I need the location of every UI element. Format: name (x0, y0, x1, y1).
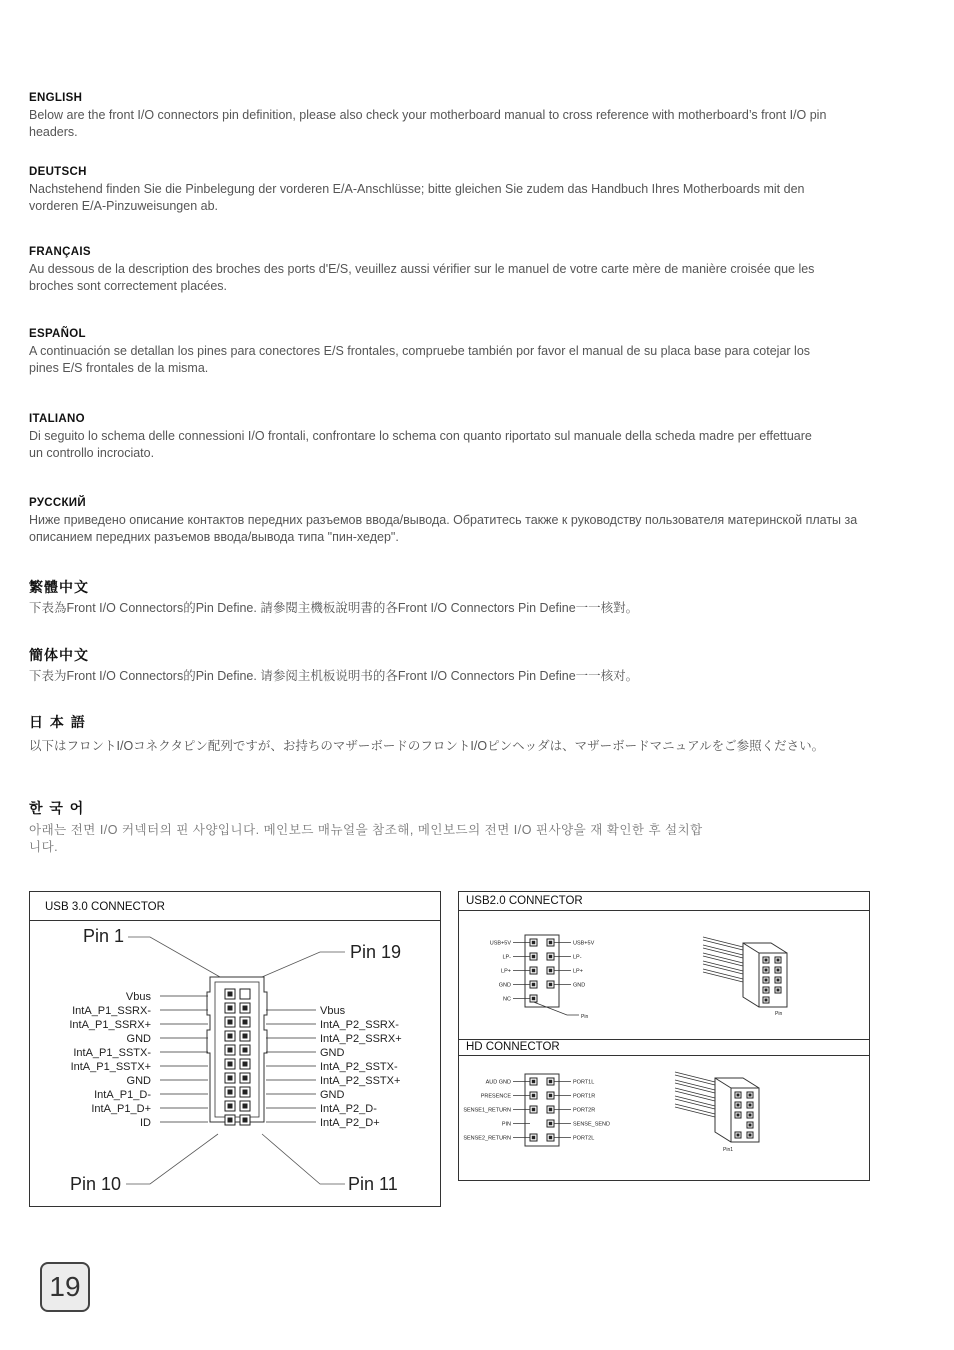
pin19-label: Pin 19 (350, 942, 402, 962)
section-heading: 簡体中文 (29, 648, 89, 664)
usb2-3d-hole (775, 987, 781, 993)
hd-header-right-label: SENSE_SEND (573, 1121, 610, 1128)
usb2-header-left-label: GND (498, 982, 511, 989)
usb2-header-left-label: LP- (502, 954, 511, 961)
section-body: 下表為Front I/O Connectors的Pin Define. 請參閱主機板說明書的各Front I/O Connectors Pin Define一一核對。 (29, 601, 639, 615)
section-body: Nachstehend finden Sie die Pinbelegung der vorderen E/A-Anschlüsse; bitte gleichen Sie zudem das Handbuch Ihres Motherboards mit den vorderen E/A-Pinzuweisungen ab. (29, 182, 805, 213)
usb3-pin (225, 1003, 235, 1013)
section-heading: DEUTSCH (29, 166, 87, 178)
usb2-header-pin (530, 995, 537, 1002)
usb3-right-label: Vbus (320, 1005, 346, 1017)
usb3-pin (225, 1115, 235, 1125)
usb2-3d-hole (763, 987, 769, 993)
usb3-left-label: GND (126, 1033, 151, 1045)
usb2-3d-hole (775, 977, 781, 983)
section-russian (29, 497, 879, 546)
hd-header-pins (463, 1074, 610, 1146)
hd-header-right-label: PORT2R (573, 1107, 596, 1114)
usb3-left-labels (69, 991, 208, 1129)
section-heading: 日 本 語 (29, 715, 86, 731)
usb3-pin (240, 1073, 250, 1083)
section-heading: ENGLISH (29, 92, 83, 104)
usb3-pin (225, 1059, 235, 1069)
usb2-header-pin (547, 953, 554, 960)
hd-header-left-label: PRESENCE (480, 1093, 511, 1100)
section-english (29, 92, 879, 141)
usb2-pin-label: Pin (581, 1014, 589, 1020)
hd-3d-hole (747, 1092, 753, 1098)
usb3-left-label: IntA_P1_SSTX- (73, 1047, 151, 1059)
usb2-header-pins (490, 935, 595, 1015)
hd-3d-hole (735, 1132, 741, 1138)
usb3-pin (225, 989, 235, 999)
usb3-right-label: GND (320, 1047, 345, 1059)
usb2-header-pin (530, 967, 537, 974)
hd-header-left-label: SENSE1_RETURN (463, 1107, 511, 1114)
section-heading: 繁體中文 (29, 580, 89, 596)
usb3-title: USB 3.0 CONNECTOR (45, 901, 165, 913)
section-italiano (29, 413, 879, 462)
usb2-header-pin (530, 939, 537, 946)
hd-3d-hole (747, 1102, 753, 1108)
usb2-header-right-label: LP- (573, 954, 582, 961)
section-body: 아래는 전면 I/O 커넥터의 핀 사양입니다. 메인보드 매뉴얼을 참조해, 메인보드의 전면 I/O 핀사양을 재 확인한 후 설치합니다. (29, 823, 703, 854)
usb3-pin (225, 1031, 235, 1041)
section-heading: РУССКИЙ (29, 497, 86, 509)
hd-3d-hole (735, 1112, 741, 1118)
usb2-3d-pin-label: Pin (775, 1011, 783, 1017)
usb3-pin (240, 1059, 250, 1069)
usb2-3d-connector (703, 937, 787, 1007)
usb3-right-label: IntA_P2_D+ (320, 1117, 380, 1129)
section-simplified-chinese (29, 645, 879, 685)
usb3-left-label: ID (140, 1117, 151, 1129)
usb3-left-label: IntA_P1_SSRX- (72, 1005, 151, 1017)
usb3-pin-empty (240, 989, 250, 999)
usb2-header-left-label: USB+5V (489, 940, 511, 947)
usb3-right-label: IntA_P2_D- (320, 1103, 377, 1115)
usb2-header-right-label: GND (573, 982, 586, 989)
hd-header-pin (530, 1092, 537, 1099)
usb2-3d-hole (775, 957, 781, 963)
hd-header-left-label: SENSE2_RETURN (463, 1135, 511, 1142)
usb3-pin (240, 1115, 250, 1125)
usb3-pin-array (225, 989, 250, 1125)
usb3-left-label: IntA_P1_SSTX+ (70, 1061, 151, 1073)
pin10-label: Pin 10 (70, 1174, 122, 1194)
section-deutsch (29, 166, 879, 215)
usb3-left-label: IntA_P1_D- (94, 1089, 151, 1101)
usb3-left-label: GND (126, 1075, 151, 1087)
usb3-pin (240, 1087, 250, 1097)
hd-header-pin (547, 1092, 554, 1099)
section-body: 下表为Front I/O Connectors的Pin Define. 请参阅主机板说明书的各Front I/O Connectors Pin Define一一核对。 (29, 669, 639, 683)
usb3-left-label: Vbus (125, 991, 151, 1003)
usb3-left-label: IntA_P1_D+ (91, 1103, 151, 1115)
usb2-header-left-label: LP+ (501, 968, 511, 975)
hd-pinout (459, 1056, 869, 1180)
hd-header-pin (530, 1078, 537, 1085)
usb3-pin (225, 1073, 235, 1083)
usb2-3d-hole (775, 967, 781, 973)
section-espanol (29, 328, 879, 377)
usb2-header-pin (530, 981, 537, 988)
usb2-header-pin (547, 967, 554, 974)
usb3-pinout (30, 922, 440, 1206)
hd-3d-hole (747, 1132, 753, 1138)
hd-title: HD CONNECTOR (466, 1041, 560, 1053)
usb2-hd-connector-diagram (458, 891, 870, 1181)
hd-3d-hole (747, 1122, 753, 1128)
usb3-pin (225, 1101, 235, 1111)
usb3-pin (240, 1031, 250, 1041)
section-traditional-chinese (29, 577, 879, 617)
hd-3d-hole (747, 1112, 753, 1118)
usb2-3d-hole (763, 977, 769, 983)
section-body: 以下はフロントI/Oコネクタピン配列ですが、お持ちのマザーボードのフロントI/Oピンヘッダは、マザーボードマニュアルをご参照ください。 (29, 739, 825, 753)
hd-3d-hole (735, 1092, 741, 1098)
usb2-header-pin (547, 981, 554, 988)
usb3-pin (225, 1087, 235, 1097)
usb2-header-pin (547, 939, 554, 946)
section-francais (29, 246, 879, 295)
hd-3d-connector (675, 1072, 759, 1142)
usb2-3d-hole (763, 957, 769, 963)
section-body: A continuación se detallan los pines para conectores E/S frontales, compruebe también por favor el manual de su placa base para cotejar los pines E/S frontales de la misma. (29, 344, 811, 375)
usb3-pin (225, 1017, 235, 1027)
usb3-pin (240, 1045, 250, 1055)
usb3-pin (225, 1045, 235, 1055)
hd-header-right-label: PORT1L (573, 1079, 595, 1086)
usb2-header-right-label: LP+ (573, 968, 583, 975)
usb3-connector-diagram (29, 891, 441, 1207)
hd-header-left-label: AUD GND (485, 1079, 511, 1086)
usb2-header-right-label: USB+5V (573, 940, 595, 947)
section-heading: 한 국 어 (29, 801, 85, 817)
usb2-3d-hole (763, 967, 769, 973)
section-body: Di seguito lo schema delle connessioni I/O frontali, confrontare lo schema con quanto riportato sul manuale della scheda madre per effettuare un controllo incrociato. (29, 429, 812, 460)
section-body: Au dessous de la description des broches des ports d'E/S, veuillez aussi vérifier sur le manuel de votre carte mère de manière croisée que les broches sont correctement placées. (29, 262, 815, 293)
usb3-right-label: IntA_P2_SSTX- (320, 1061, 398, 1073)
section-heading: ITALIANO (29, 413, 85, 425)
section-korean (29, 798, 879, 856)
hd-header-pin (547, 1078, 554, 1085)
section-heading: FRANÇAIS (29, 246, 91, 258)
hd-3d-pin-label: Pin1 (723, 1147, 734, 1153)
usb3-pin (240, 1101, 250, 1111)
pin11-label: Pin 11 (348, 1174, 398, 1194)
usb3-pin (240, 1003, 250, 1013)
page-number: 19 (40, 1262, 90, 1312)
usb3-pin (240, 1017, 250, 1027)
hd-header-pin (530, 1106, 537, 1113)
hd-header-pin (547, 1134, 554, 1141)
usb2-pinout (459, 911, 869, 1039)
usb2-header-left-label: NC (503, 996, 511, 1003)
usb3-right-label: IntA_P2_SSRX- (320, 1019, 399, 1031)
usb3-left-label: IntA_P1_SSRX+ (69, 1019, 151, 1031)
hd-header-right-label: PORT2L (573, 1135, 595, 1142)
section-japanese (29, 712, 879, 755)
usb2-3d-hole (763, 997, 769, 1003)
hd-header-pin (530, 1134, 537, 1141)
usb2-header-pin (530, 953, 537, 960)
section-heading: ESPAÑOL (29, 328, 86, 340)
usb2-title: USB2.0 CONNECTOR (466, 895, 583, 907)
pin1-label: Pin 1 (83, 926, 125, 946)
usb3-right-label: GND (320, 1089, 345, 1101)
section-body: Below are the front I/O connectors pin definition, please also check your motherboard manual to cross reference with motherboard’s front I/O pin headers. (29, 108, 827, 139)
usb3-right-label: IntA_P2_SSRX+ (320, 1033, 402, 1045)
usb3-right-labels (266, 1005, 402, 1129)
hd-3d-hole (735, 1102, 741, 1108)
hd-header-left-label: PIN (501, 1121, 511, 1128)
hd-header-pin (547, 1106, 554, 1113)
hd-header-right-label: PORT1R (573, 1093, 596, 1100)
section-body: Ниже приведено описание контактов передних разъемов ввода/вывода. Обратитесь также к руководству пользователя материнской платы за описанием передних разъемов ввода/вывода типа "пин-хедер". (29, 513, 858, 544)
hd-header-pin (547, 1120, 554, 1127)
usb3-right-label: IntA_P2_SSTX+ (320, 1075, 401, 1087)
